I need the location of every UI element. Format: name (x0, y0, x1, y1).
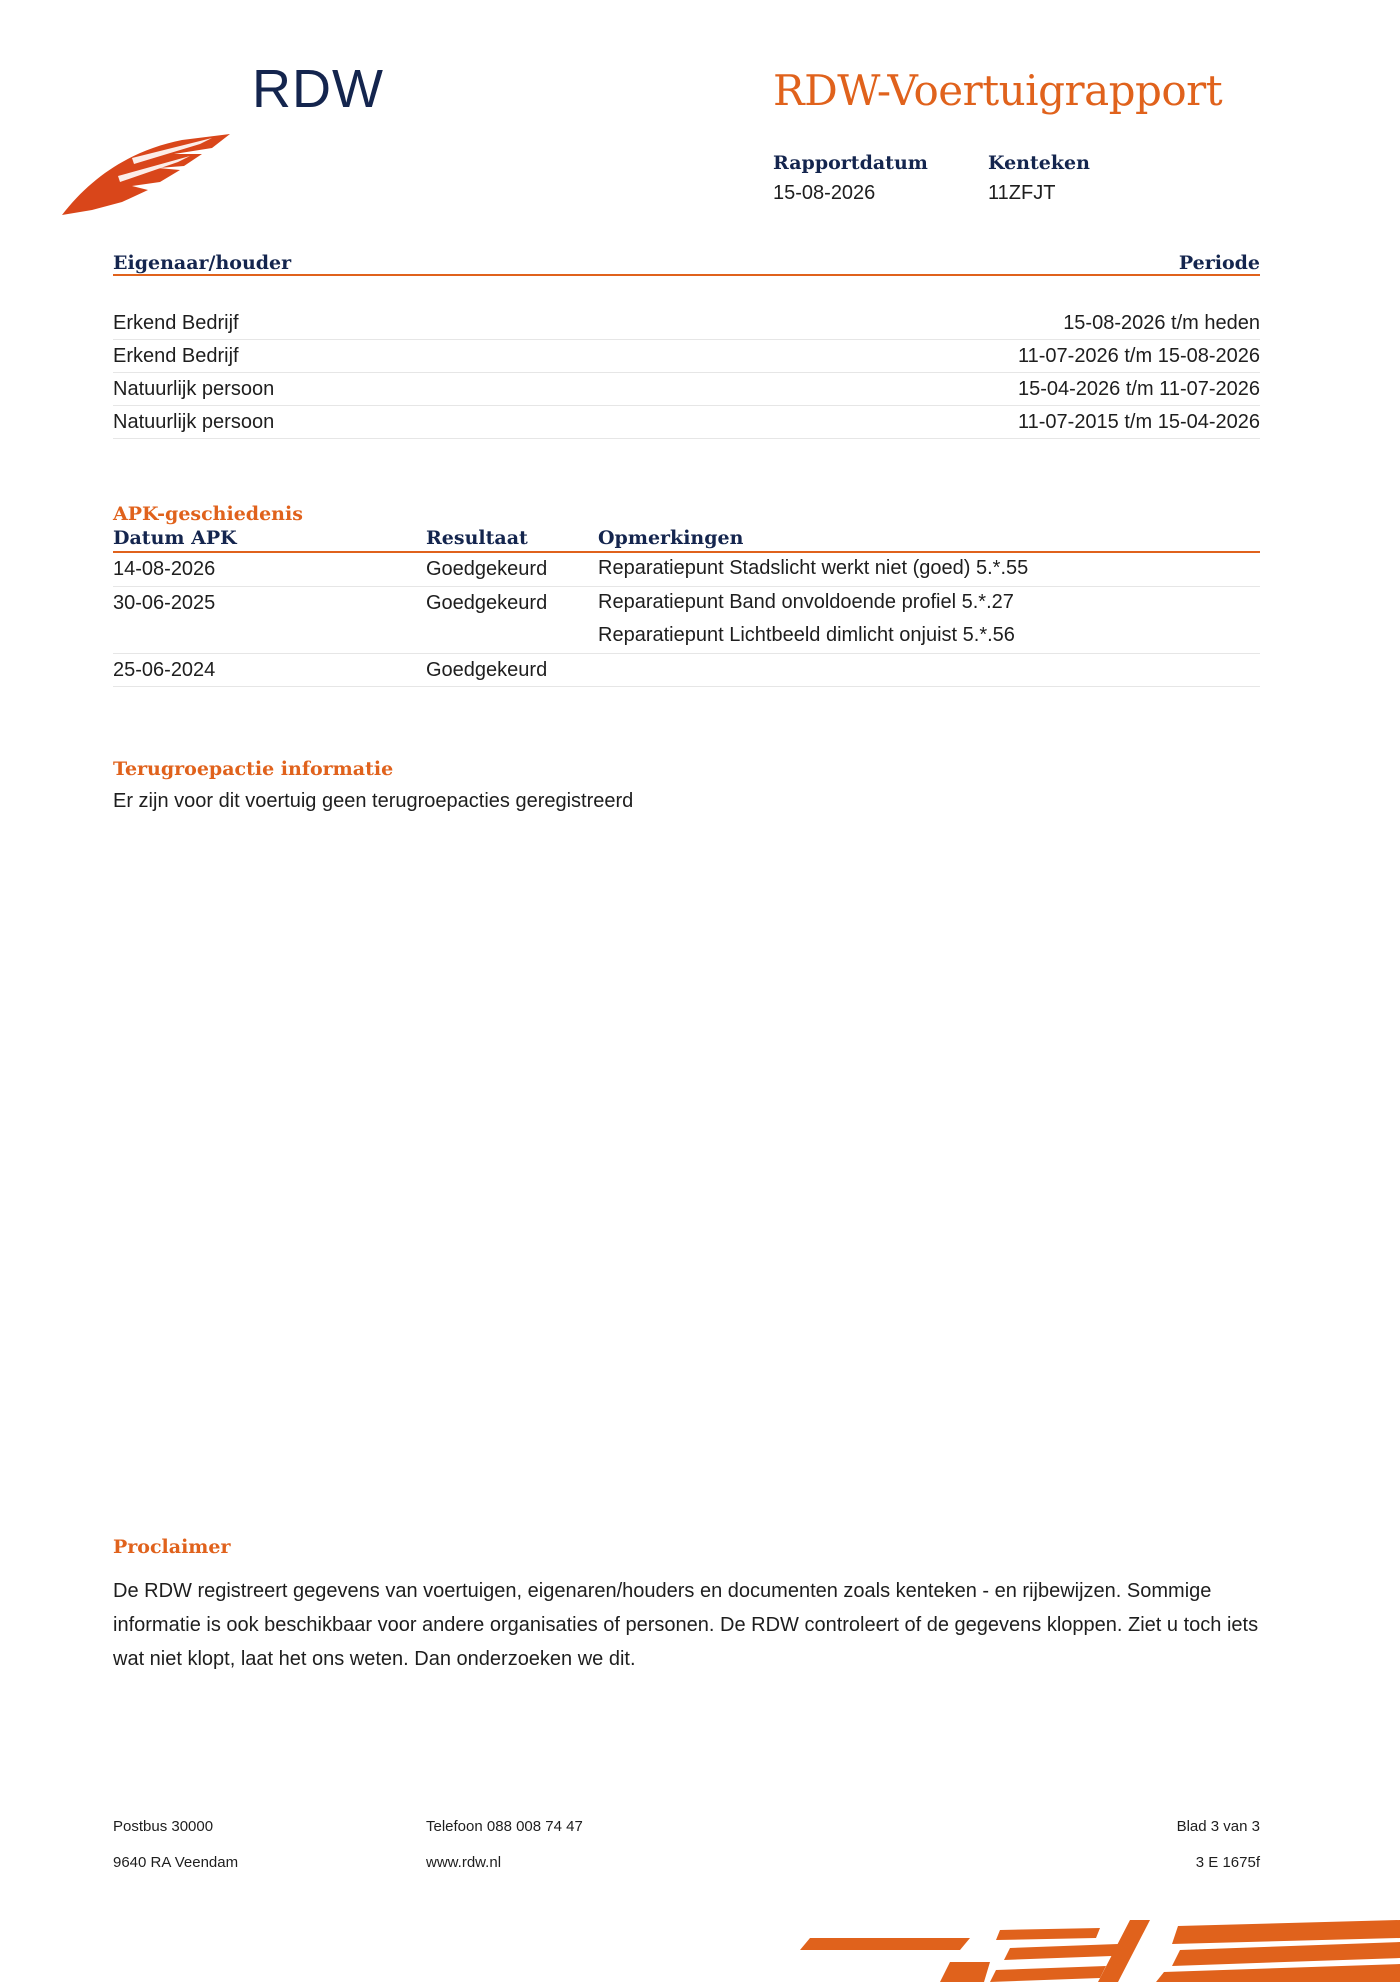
footer-page-info (1177, 1818, 1260, 1890)
table-row (113, 553, 1260, 587)
apk-remarks-column-header: Opmerkingen (598, 527, 744, 549)
proclaimer-text: De RDW registreert gegevens van voertuigen, eigenaren/houders en documenten zoals kenteken - en rijbewijzen. Sommige informatie is ook beschikbaar voor andere organisaties of personen. De RDW controleert of de gegevens kloppen. Ziet u toch iets wat niet klopt, laat het ons weten. Dan onderzoeken we dit. (113, 1580, 1259, 1670)
period-cell: 11-07-2015 t/m 15-04-2026 (1017, 410, 1260, 433)
apk-remarks-cell (598, 553, 1260, 586)
table-row (113, 406, 1260, 439)
table-row (113, 654, 1260, 687)
table-row (113, 307, 1260, 340)
report-date-label: Rapportdatum (773, 152, 928, 174)
apk-remark: Reparatiepunt Lichtbeeld dimlicht onjuist 5.*.56 (598, 624, 1015, 646)
apk-date-column-header: Datum APK (113, 527, 237, 549)
rdw-logo (62, 58, 392, 188)
rdw-wing-icon (62, 98, 232, 218)
owner-cell: Natuurlijk persoon (113, 410, 275, 433)
footer-page-number: Blad 3 van 3 (1176, 1818, 1260, 1835)
footer-contact (426, 1818, 583, 1890)
table-row (113, 587, 1260, 654)
apk-date-cell: 25-06-2024 (113, 659, 216, 681)
footer-phone: Telefoon 088 008 74 47 (426, 1818, 583, 1835)
apk-result-cell: Goedgekeurd (426, 659, 548, 681)
apk-header (113, 525, 1260, 553)
owners-header (113, 248, 1260, 276)
report-title: RDW-Voertuigrapport (773, 66, 1223, 115)
footer-address-line-2: 9640 RA Veendam (113, 1854, 239, 1871)
footer-address (113, 1818, 238, 1890)
report-date-value: 15-08-2026 (773, 182, 876, 204)
period-cell: 11-07-2026 t/m 15-08-2026 (1017, 344, 1260, 367)
owners-table (113, 248, 1260, 439)
period-cell: 15-08-2026 t/m heden (1063, 311, 1260, 334)
apk-date-cell: 30-06-2025 (113, 592, 216, 614)
period-column-header: Periode (1178, 252, 1260, 274)
recall-title: Terugroepactie informatie (113, 758, 394, 780)
owner-cell: Erkend Bedrijf (113, 311, 239, 334)
recall-text: Er zijn voor dit voertuig geen terugroepacties geregistreerd (113, 790, 634, 812)
report-date-block (773, 152, 928, 205)
apk-result-cell: Goedgekeurd (426, 558, 548, 580)
license-plate-label: Kenteken (988, 152, 1090, 174)
owners-rows (113, 307, 1260, 439)
apk-date-cell: 14-08-2026 (113, 558, 216, 580)
apk-history-title: APK-geschiedenis (113, 503, 303, 525)
footer-address-line-1: Postbus 30000 (113, 1818, 214, 1835)
table-row (113, 373, 1260, 406)
license-plate-value: 11ZFJT (988, 182, 1056, 204)
footer-website-link[interactable]: www.rdw.nl (426, 1854, 502, 1871)
logo-text: RDW (252, 59, 384, 119)
apk-remark: Reparatiepunt Band onvoldoende profiel 5.*.27 (598, 591, 1014, 613)
owner-cell: Erkend Bedrijf (113, 344, 239, 367)
footer-document-code: 3 E 1675f (1195, 1854, 1260, 1871)
apk-remarks-cell (598, 587, 1260, 653)
apk-result-cell: Goedgekeurd (426, 592, 548, 614)
recall-section (113, 758, 1260, 813)
apk-remark: Reparatiepunt Stadslicht werkt niet (goed) 5.*.55 (598, 557, 1029, 579)
table-row (113, 340, 1260, 373)
owner-column-header: Eigenaar/houder (113, 252, 292, 274)
apk-history-section (113, 503, 1260, 687)
proclaimer-title: Proclaimer (113, 1536, 231, 1558)
period-cell: 15-04-2026 t/m 11-07-2026 (1017, 377, 1260, 400)
decorative-stripes-icon (800, 1920, 1400, 1982)
owner-cell: Natuurlijk persoon (113, 377, 275, 400)
apk-result-column-header: Resultaat (426, 527, 528, 549)
proclaimer-section (113, 1536, 1260, 1676)
license-plate-block (988, 152, 1090, 205)
